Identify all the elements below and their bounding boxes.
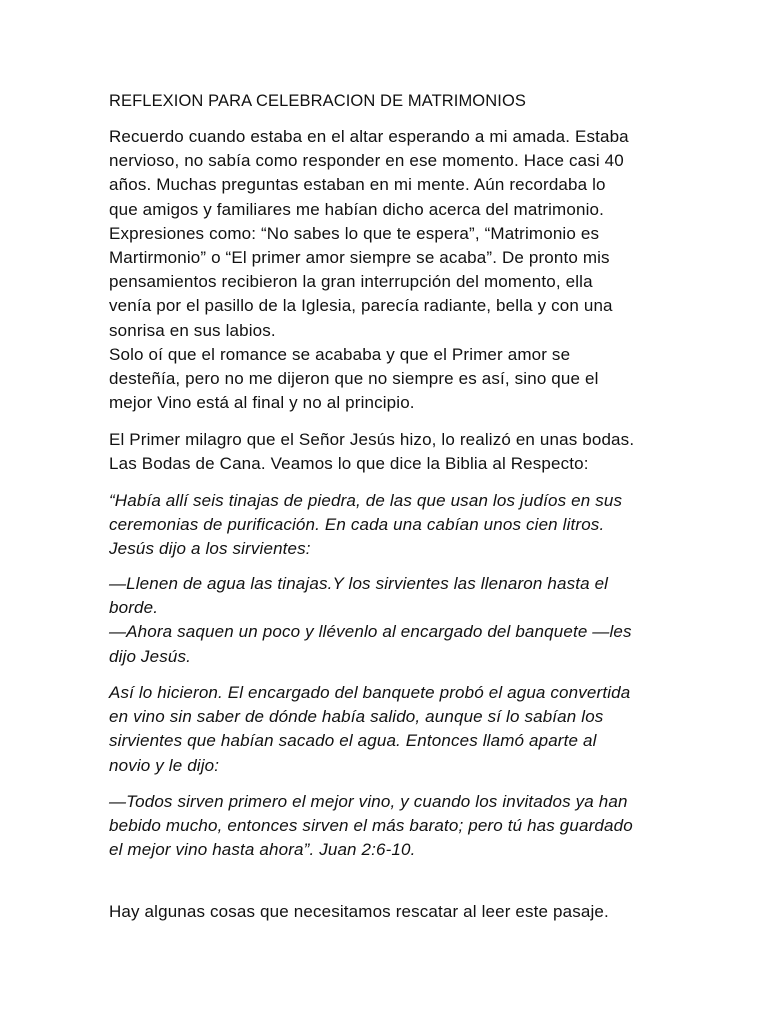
quote-fill-jars: —Llenen de agua las tinajas.Y los sirvientes las llenaron hasta el borde. —Ahora saquen un poco y llévenlo al encargado del banquete —les dijo Jesús.: [109, 574, 632, 666]
quote-stone-jars: “Había allí seis tinajas de piedra, de las que usan los judíos en sus ceremonias de purificación. En cada una cabían unos cien litros. Jesús dijo a los sirvientes:: [109, 491, 623, 559]
paragraph-closing: Hay algunas cosas que necesitamos rescatar al leer este pasaje.: [109, 902, 609, 921]
document-title: REFLEXION PARA CELEBRACION DE MATRIMONIOS: [109, 92, 526, 110]
paragraph-wedding-memory: Recuerdo cuando estaba en el altar esperando a mi amada. Estaba nervioso, no sabía como responder en ese momento. Hace casi 40 años. Muchas preguntas estaban en mi mente. Aún recordaba lo que amigos y familiares me habían dicho acerca del matrimonio. Expresiones como: “No sabes lo que te espera”, “Matrimonio es Martirmonio” o “El primer amor siempre se acaba”. De pronto mis pensamientos recibieron la gran interrupción del momento, ella venía por el pasillo de la Iglesia, parecía radiante, bella y con una sonrisa en sus labios.: [109, 127, 629, 340]
quote-best-wine: —Todos sirven primero el mejor vino, y cuando los invitados ya han bebido mucho, entonces sirven el más barato; pero tú has guardado el mejor vino hasta ahora”. Juan 2:6-10.: [109, 792, 633, 860]
paragraph-first-miracle: El Primer milagro que el Señor Jesús hizo, lo realizó en unas bodas. Las Bodas de Cana. Veamos lo que dice la Biblia al Respecto:: [109, 430, 635, 474]
quote-banquet-master: Así lo hicieron. El encargado del banquete probó el agua convertida en vino sin saber de dónde había salido, aunque sí lo sabían los sirvientes que habían sacado el agua. Entonces llamó aparte al novio y le dijo:: [109, 683, 631, 775]
paragraph-first-love: Solo oí que el romance se acababa y que el Primer amor se desteñía, pero no me dijeron que no siempre es así, sino que el mejor Vino está al final y no al principio.: [109, 345, 599, 413]
